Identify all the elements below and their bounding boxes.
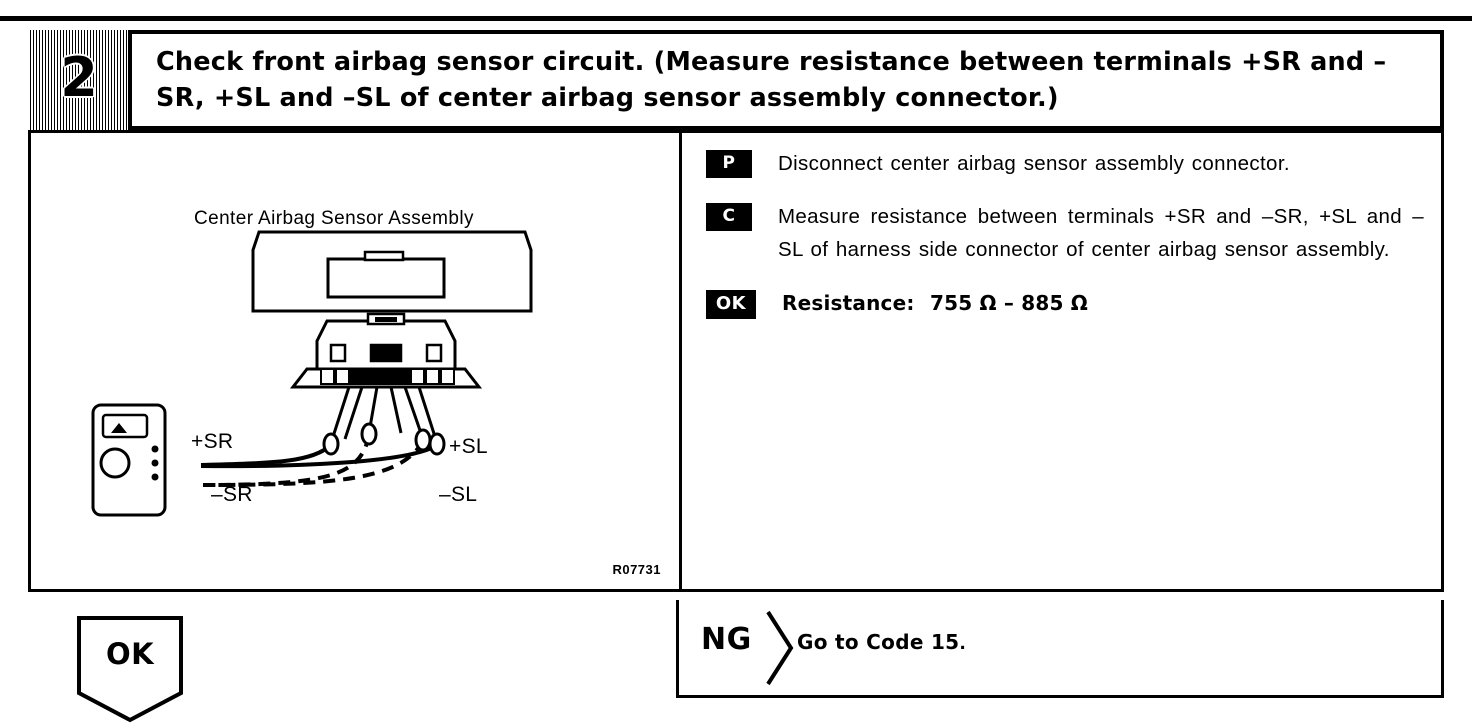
outcome-ng-action (797, 630, 966, 654)
terminal-label-plus-sr: +SR (191, 430, 234, 453)
result-line (782, 287, 1424, 319)
instructions-pane (682, 133, 1444, 589)
step-body (28, 130, 1444, 592)
illustration-caption: Center Airbag Sensor Assembly (194, 208, 474, 229)
outcome-ok-banner (75, 615, 185, 723)
terminal-label-minus-sr: –SR (211, 483, 253, 506)
instruction-step-prepare (706, 147, 1424, 180)
instruction-step-check (706, 200, 1424, 266)
step-title: Check front airbag sensor circuit. (Measure resistance between terminals +SR and –SR, +SL and –SL of center airbag sensor assembly connector.) (156, 46, 1387, 113)
figure-code: R07731 (612, 562, 661, 577)
ok-tag: OK (706, 290, 756, 319)
outcome-ng-label: NG (701, 622, 752, 657)
prepare-tag: P (706, 150, 752, 178)
resistance-value: 755 Ω – 885 Ω (930, 290, 1088, 315)
check-tag: C (706, 203, 752, 231)
terminal-label-plus-sl: +SL (449, 435, 488, 458)
check-text: Measure resistance between terminals +SR and –SR, +SL and –SL of harness side connector of center airbag sensor assembly. (778, 205, 1424, 262)
step-title-band (128, 30, 1444, 130)
outcome-ok-label: OK (105, 637, 155, 671)
outcome-ng-action-suffix: . (959, 634, 967, 654)
terminal-label-minus-sl: –SL (439, 483, 478, 506)
outcome-ng-action-text: Go to Code 15 (797, 630, 960, 654)
step-number: 2 (60, 46, 98, 109)
outcome-ng-box (676, 600, 1444, 698)
prepare-text: Disconnect center airbag sensor assembly connector. (778, 152, 1290, 175)
page-top-rule (0, 16, 1472, 21)
resistance-label: Resistance: (782, 290, 915, 315)
ng-arrow-icon (765, 608, 795, 688)
step-number-badge (30, 30, 128, 130)
wiring-diagram-figure (31, 133, 679, 589)
illustration-pane (31, 133, 679, 589)
instruction-step-result (706, 287, 1424, 319)
